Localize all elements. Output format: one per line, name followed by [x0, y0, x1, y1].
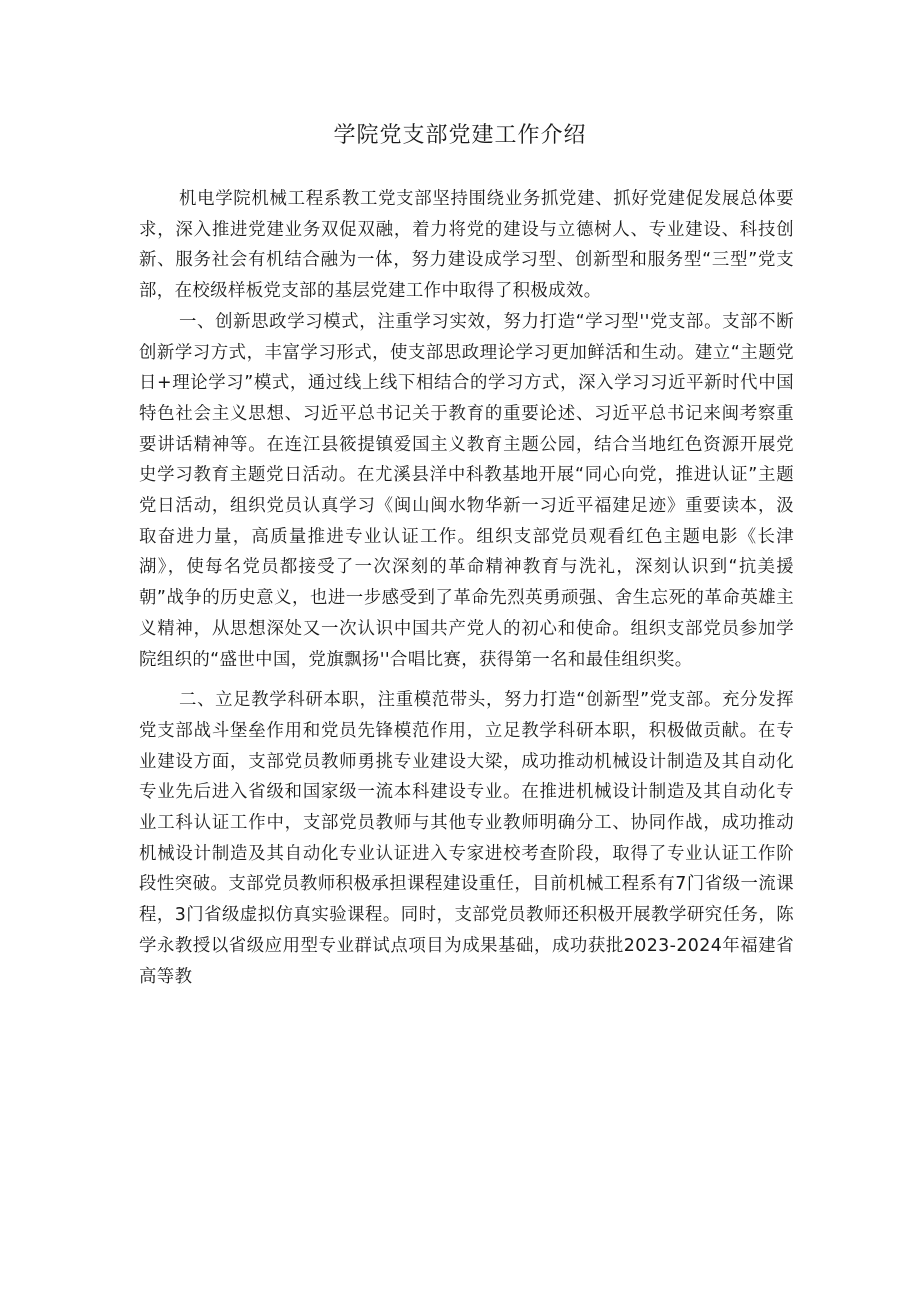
paragraph-section-2: 二、立足教学科研本职，注重模范带头，努力打造“创新型”党支部。充分发挥党支部战斗堡垒作用和党员先锋模范作用，立足教学科研本职，积极做贡献。在专业建设方面，支部党员教师勇挑专业建设大梁，成功推动机械设计制造及其自动化专业先后进入省级和国家级一流本科建设专业。在推进机械设计制造及其自动化专业工科认证工作中，支部党员教师与其他专业教师明确分工、协同作战，成功推动机械设计制造及其自动化专业认证进入专家进校考查阶段，取得了专业认证工作阶段性突破。支部党员教师积极承担课程建设重任，目前机械工程系有7门省级一流课程，3门省级虚拟仿真实验课程。同时，支部党员教师还积极开展教学研究任务，陈学永教授以省级应用型专业群试点项目为成果基础，成功获批2023-2024年福建省高等教: [139, 690, 794, 987]
paragraph-section-1: 一、创新思政学习模式，注重学习实效，努力打造“学习型''党支部。支部不断创新学习方式，丰富学习形式，使支部思政理论学习更加鲜活和生动。建立“主题党日+理论学习”模式，通过线上线下相结合的学习方式，深入学习习近平新时代中国特色社会主义思想、习近平总书记关于教育的重要论述、习近平总书记来闽考察重要讲话精神等。在连江县筱提镇爱国主义教育主题公园，结合当地红色资源开展党史学习教育主题党日活动。在尤溪县洋中科教基地开展“同心向党，推进认证”主题党日活动，组织党员认真学习《闽山闽水物华新一习近平福建足迹》重要读本，汲取奋进力量，高质量推进专业认证工作。组织支部党员观看红色主题电影《长津湖》，使每名党员都接受了一次深刻的革命精神教育与洗礼，深刻认识到“抗美援朝”战争的历史意义，也进一步感受到了革命先烈英勇顽强、舍生忘死的革命英雄主义精神，从思想深处又一次认识中国共产党人的初心和使命。组织支部党员参加学院组织的“盛世中国，党旗飘扬''合唱比赛，获得第一名和最佳组织奖。: [139, 311, 794, 670]
document-body: [139, 184, 794, 992]
paragraph-intro: 机电学院机械工程系教工党支部坚持围绕业务抓党建、抓好党建促发展总体要求，深入推进党建业务双促双融，着力将党的建设与立德树人、专业建设、科技创新、服务社会有机结合融为一体，努力建设成学习型、创新型和服务型“三型”党支部，在校级样板党支部的基层党建工作中取得了积极成效。: [139, 189, 794, 302]
document-title: 学院党支部党建工作介绍: [333, 123, 587, 148]
